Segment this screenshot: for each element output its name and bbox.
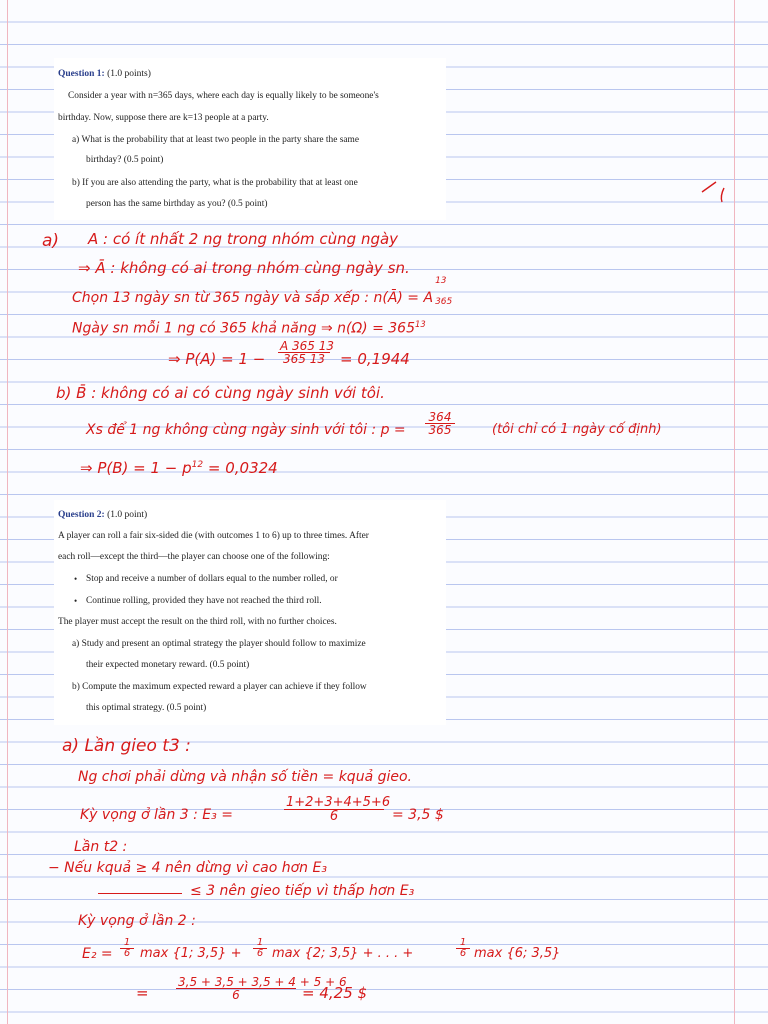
a2-fraction-2-num: 3,5 + 3,5 + 3,5 + 4 + 5 + 6 <box>178 975 347 989</box>
a2-line9-right: = 4,25 $ <box>302 984 368 1002</box>
a2-line5: − Nếu kquả ≥ 4 nên dừng vì cao hơn E₃ <box>48 860 327 876</box>
question-2-title: Question 2: <box>58 510 105 520</box>
a2-small-fraction-2: $\frac{1}{6}$ <box>253 938 267 959</box>
a2-line8-mid1: max {1; 3,5} + <box>140 946 242 961</box>
a2-line8-left: E₂ = <box>82 946 113 962</box>
a1-a-fraction-num: A 365 13 <box>280 339 335 353</box>
a2-line8-mid2: max {2; 3,5} + . . . + <box>272 946 414 961</box>
q2-part-a-line2: their expected monetary reward. (0.5 point) <box>86 660 250 670</box>
question-1-card <box>54 58 446 220</box>
a2-line9-left: = <box>136 984 149 1002</box>
q2-line2: each roll—except the third—the player can choose one of the following: <box>58 552 330 562</box>
a1-b-note: (tôi chỉ có 1 ngày cố định) <box>492 422 662 437</box>
a1-b-line2: Xs để 1 ng không cùng ngày sinh với tôi : p = <box>86 422 406 438</box>
q1-part-a-line2: birthday? (0.5 point) <box>86 155 164 165</box>
a1-b-line1: b) B̄ : không có ai có cùng ngày sinh với tôi. <box>56 384 385 402</box>
a1-a-label: a) <box>42 231 60 251</box>
a1-a-fraction-den: 365 13 <box>283 352 325 366</box>
a2-line8-mid3: max {6; 3,5} <box>474 946 561 961</box>
q2-line3: The player must accept the result on the third roll, with no further choices. <box>58 617 337 627</box>
a2-line7: Kỳ vọng ở lần 2 : <box>78 913 196 929</box>
a2-line1: a) Lần gieo t3 : <box>62 736 191 756</box>
a2-line3: Kỳ vọng ở lần 3 : E₃ = <box>80 807 233 823</box>
q2-bullet2: Continue rolling, provided they have not reached the third roll. <box>86 596 322 606</box>
a1-a-line5-left: ⇒ P(A) = 1 − <box>168 350 266 368</box>
q1-intro-line1: Consider a year with n=365 days, where each day is equally likely to be someone's <box>68 91 379 101</box>
margin-line-right <box>734 0 735 1024</box>
a2-line2: Ng chơi phải dừng và nhận số tiền = kquả gieo. <box>78 769 413 785</box>
q1-intro-line2: birthday. Now, suppose there are k=13 people at a party. <box>58 113 269 123</box>
question-1-points: (1.0 points) <box>107 69 151 79</box>
a2-fraction-1 <box>284 795 391 824</box>
question-1-title: Question 1: <box>58 69 105 79</box>
q2-bullet1-dot: • <box>74 574 78 584</box>
a2-fraction-1-num: 1+2+3+4+5+6 <box>286 795 391 810</box>
a1-a-line3: Chọn 13 ngày sn từ 365 ngày và sắp xếp : n(Ā) = A 13 365 <box>72 276 453 307</box>
a1-a-line5-right: = 0,1944 <box>340 350 410 368</box>
a2-small-fraction-3: $\frac{1}{6}$ <box>456 938 470 959</box>
a2-line6-underline <box>98 893 182 894</box>
margin-line-left <box>7 0 8 1024</box>
a2-fraction-1-den: 6 <box>329 809 339 824</box>
q2-bullet1: Stop and receive a number of dollars equal to the number rolled, or <box>86 574 338 584</box>
question-2-heading <box>58 510 147 520</box>
a1-a-line1: A : có ít nhất 2 ng trong nhóm cùng ngày <box>88 230 399 248</box>
a1-b-fraction <box>425 411 455 436</box>
a1-a-fraction <box>278 339 335 366</box>
a2-fraction-2-den: 6 <box>232 988 240 1002</box>
a1-b-line3: ⇒ $P(B) = 1 - p^{12} = 0,0324$ <box>80 459 278 477</box>
a2-small-fraction-1: $\frac{1}{6}$ <box>120 938 134 959</box>
question-2-points: (1.0 point) <box>107 510 148 520</box>
a1-b-fraction-den: 365 <box>428 423 452 437</box>
stray-pen-mark <box>698 176 734 206</box>
q2-bullet2-dot: • <box>74 596 78 606</box>
a2-line6: ≤ 3 nên gieo tiếp vì thấp hơn E₃ <box>190 883 415 899</box>
q2-line1: A player can roll a fair six-sided die (with outcomes 1 to 6) up to three times. After <box>58 531 369 541</box>
question-2-card <box>54 500 446 725</box>
q1-part-b-line1: b) If you are also attending the party, what is the probability that at least one <box>72 178 358 188</box>
a1-a-line2: ⇒ Ā : không có ai trong nhóm cùng ngày sn. <box>78 259 410 277</box>
a2-line3-right: = 3,5 $ <box>392 807 444 823</box>
q1-part-b-line2: person has the same birthday as you? (0.5 point) <box>86 199 268 209</box>
q2-part-b-line2: this optimal strategy. (0.5 point) <box>86 703 207 713</box>
question-1-heading <box>58 69 151 79</box>
q1-part-a-line1: a) What is the probability that at least two people in the party share the same <box>72 135 359 145</box>
q2-part-a-line1: a) Study and present an optimal strategy the player should follow to maximize <box>72 639 366 649</box>
a2-line4: Lần t2 : <box>74 839 128 855</box>
q2-part-b-line1: b) Compute the maximum expected reward a player can achieve if they follow <box>72 682 367 692</box>
a1-b-fraction-num: 364 <box>425 411 455 424</box>
a1-a-line4: Ngày sn mỗi 1 ng có 365 khả năng ⇒ $n(\Omega) = 365^{13}$ <box>72 319 426 337</box>
